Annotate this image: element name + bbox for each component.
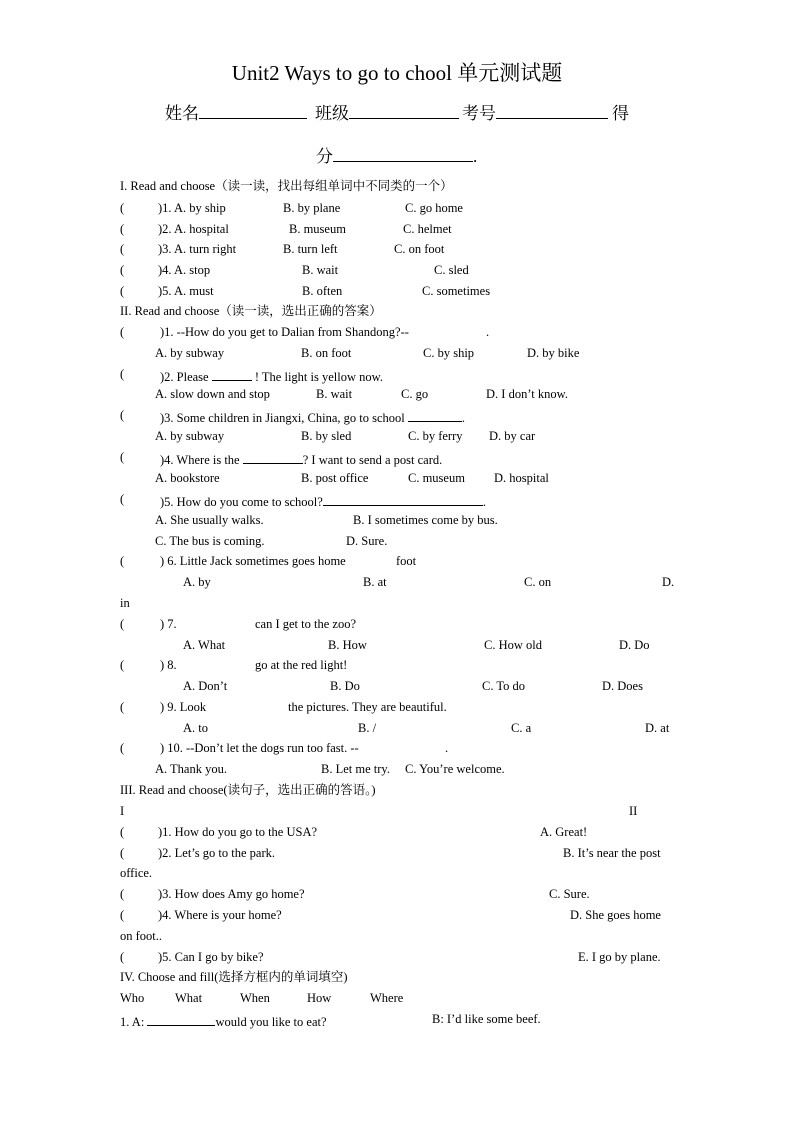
s2-q5-opt-b: B. I sometimes come by bus.	[353, 513, 498, 527]
fill-blank[interactable]	[147, 1011, 215, 1026]
section2-heading: II. Read and choose（读一读，选出正确的答案）	[120, 304, 382, 318]
word-box-who: Who	[120, 991, 145, 1005]
s3-q5: )5. Can I go by bike?	[158, 950, 264, 964]
s1-item2-c: C. helmet	[403, 222, 452, 236]
s2-q7: ) 7.	[160, 617, 177, 631]
s2-q7-rest: can I get to the zoo?	[255, 617, 356, 631]
s4-q1: 1. A: would you like to eat?	[120, 1011, 327, 1030]
answer-paren[interactable]: (	[120, 222, 125, 236]
word-box-where: Where	[370, 991, 404, 1005]
s2-q3-opt-a: A. by subway	[155, 429, 225, 443]
s2-q3-opt-b: B. by sled	[301, 429, 352, 443]
answer-paren[interactable]: (	[120, 950, 125, 964]
s2-q9-rest: the pictures. They are beautiful.	[288, 700, 447, 714]
s2-q8-opt-c: C. To do	[482, 679, 525, 693]
s2-q10-opt-b: B. Let me try.	[321, 762, 390, 776]
s2-q5-opt-a: A. She usually walks.	[155, 513, 264, 527]
answer-paren[interactable]: (	[120, 492, 125, 506]
s3-answer-d: D. She goes home	[570, 908, 661, 922]
s2-q3-opt-c: C. by ferry	[408, 429, 463, 443]
s2-q4-opt-b: B. post office	[301, 471, 369, 485]
answer-paren[interactable]: (	[120, 887, 125, 901]
name-field	[165, 103, 307, 125]
s2-q8-opt-a: A. Don’t	[183, 679, 228, 693]
s2-q6-word: foot	[396, 554, 417, 568]
score-blank[interactable]	[333, 147, 473, 162]
s1-item2-a: )2. A. hospital	[158, 222, 229, 236]
s2-q10-opt-c: C. You’re welcome.	[405, 762, 505, 776]
s2-q9-opt-c: C. a	[511, 721, 532, 735]
class-field	[315, 103, 459, 125]
s2-q6-opt-d-wrap: in	[120, 596, 130, 610]
s1-item3-b: B. turn left	[283, 242, 338, 256]
section4-heading: IV. Choose and fill(选择方框内的单词填空)	[120, 970, 348, 984]
score-field: 分 .	[316, 147, 478, 166]
s3-answer-a: A. Great!	[540, 825, 588, 839]
fill-blank[interactable]	[408, 407, 462, 422]
answer-paren[interactable]: (	[120, 325, 125, 339]
s1-item5-c: C. sometimes	[422, 284, 491, 298]
s2-q6-opt-d: D.	[662, 575, 675, 589]
s1-item3-c: C. on foot	[394, 242, 445, 256]
column-i-label: I	[120, 804, 125, 818]
s2-q3-opt-d: D. by car	[489, 429, 536, 443]
s1-item2-b: B. museum	[289, 222, 346, 236]
s2-q4-opt-c: C. museum	[408, 471, 465, 485]
s2-q10: ) 10. --Don’t let the dogs run too fast. --	[160, 741, 359, 755]
s2-q2-opt-a: A. slow down and stop	[155, 387, 270, 401]
answer-paren[interactable]: (	[120, 554, 125, 568]
s2-q5-opt-d: D. Sure.	[346, 534, 388, 548]
s2-q3: )3. Some children in Jiangxi, China, go to school .	[160, 407, 465, 426]
answer-paren[interactable]: (	[120, 825, 125, 839]
s2-q6-opt-a: A. by	[183, 575, 211, 589]
s4-q1-answer: B: I’d like some beef.	[432, 1012, 541, 1026]
s1-item5-a: )5. A. must	[158, 284, 214, 298]
s2-q1: )1. --How do you get to Dalian from Shandong?--	[160, 325, 409, 339]
s2-q1-opt-b: B. on foot	[301, 346, 352, 360]
s1-item3-a: )3. A. turn right	[158, 242, 237, 256]
answer-paren[interactable]: (	[120, 201, 125, 215]
s3-answer-d-wrap: on foot..	[120, 929, 163, 943]
s2-q9-opt-a: A. to	[183, 721, 208, 735]
s3-q4: )4. Where is your home?	[158, 908, 282, 922]
fill-blank[interactable]	[243, 449, 303, 464]
s3-answer-e: E. I go by plane.	[578, 950, 661, 964]
s2-q8-rest: go at the red light!	[255, 658, 348, 672]
s2-q9: ) 9. Look	[160, 700, 207, 714]
score-label-1: 得	[612, 104, 629, 123]
s2-q7-opt-c: C. How old	[484, 638, 542, 652]
page-title: Unit2 Ways to go to chool 单元测试题	[231, 61, 563, 85]
fill-blank[interactable]	[212, 366, 252, 381]
answer-paren[interactable]: (	[120, 263, 125, 277]
s2-q1-opt-c: C. by ship	[423, 346, 475, 360]
exam-no-label: 考号	[462, 104, 496, 123]
answer-paren[interactable]: (	[120, 617, 125, 631]
word-box-how: How	[307, 991, 332, 1005]
s1-item4-a: )4. A. stop	[158, 263, 211, 277]
s3-answer-b-wrap: office.	[120, 866, 153, 880]
section3-heading: III. Read and choose(读句子，选出正确的答语。)	[120, 783, 376, 797]
class-blank[interactable]	[349, 104, 459, 119]
s2-q2-opt-d: D. I don’t know.	[486, 387, 568, 401]
name-label: 姓名	[165, 104, 199, 123]
answer-paren[interactable]: (	[120, 741, 125, 755]
s2-q2: )2. Please ! The light is yellow now.	[160, 366, 383, 385]
s3-answer-b: B. It’s near the post	[563, 846, 661, 860]
answer-paren[interactable]: (	[120, 242, 125, 256]
s2-q5-opt-c: C. The bus is coming.	[155, 534, 265, 548]
score-label-2: 分	[316, 147, 333, 166]
s2-q5: )5. How do you come to school? .	[160, 491, 486, 510]
section1-heading: I. Read and choose（读一读，找出每组单词中不同类的一个）	[120, 179, 453, 193]
s2-q7-opt-a: A. What	[183, 638, 226, 652]
s2-q8-opt-d: D. Does	[602, 679, 643, 693]
column-ii-label: II	[629, 804, 638, 818]
answer-paren[interactable]: (	[120, 367, 125, 381]
s1-item1-b: B. by plane	[283, 201, 341, 215]
s2-q4-opt-a: A. bookstore	[155, 471, 220, 485]
s1-item1-a: )1. A. by ship	[158, 201, 226, 215]
answer-paren[interactable]: (	[120, 846, 125, 860]
class-label: 班级	[315, 104, 349, 123]
answer-paren[interactable]: (	[120, 450, 125, 464]
answer-paren[interactable]: (	[120, 908, 125, 922]
exam-no-field	[462, 103, 608, 125]
s2-q1-opt-d: D. by bike	[527, 346, 580, 360]
s2-q7-opt-b: B. How	[328, 638, 367, 652]
word-box-when: When	[240, 991, 270, 1005]
answer-paren[interactable]: (	[120, 408, 125, 422]
s2-q1-opt-a: A. by subway	[155, 346, 225, 360]
s1-item4-c: C. sled	[434, 263, 469, 277]
s2-q8: ) 8.	[160, 658, 177, 672]
s1-item5-b: B. often	[302, 284, 343, 298]
answer-paren[interactable]: (	[120, 284, 125, 298]
s2-q4-opt-d: D. hospital	[494, 471, 549, 485]
s1-item1-c: C. go home	[405, 201, 463, 215]
name-blank[interactable]	[199, 104, 307, 119]
s2-q2-opt-c: C. go	[401, 387, 429, 401]
s3-answer-c: C. Sure.	[549, 887, 590, 901]
word-box-what: What	[175, 991, 203, 1005]
s1-item4-b: B. wait	[302, 263, 339, 277]
s3-q3: )3. How does Amy go home?	[158, 887, 305, 901]
s2-q2-opt-b: B. wait	[316, 387, 353, 401]
s2-q6-opt-c: C. on	[524, 575, 552, 589]
fill-blank[interactable]	[323, 491, 483, 506]
s2-q9-opt-d: D. at	[645, 721, 670, 735]
s2-q4: )4. Where is the ? I want to send a post card.	[160, 449, 442, 468]
answer-paren[interactable]: (	[120, 658, 125, 672]
s2-q7-opt-d: D. Do	[619, 638, 650, 652]
s3-q1: )1. How do you go to the USA?	[158, 825, 318, 839]
s2-q6-opt-b: B. at	[363, 575, 387, 589]
answer-paren[interactable]: (	[120, 700, 125, 714]
exam-no-blank[interactable]	[496, 104, 608, 119]
s2-q6: ) 6. Little Jack sometimes goes home	[160, 554, 346, 568]
s2-q9-opt-b: B. /	[358, 721, 377, 735]
s3-q2: )2. Let’s go to the park.	[158, 846, 275, 860]
s2-q8-opt-b: B. Do	[330, 679, 360, 693]
s2-q10-opt-a: A. Thank you.	[155, 762, 227, 776]
